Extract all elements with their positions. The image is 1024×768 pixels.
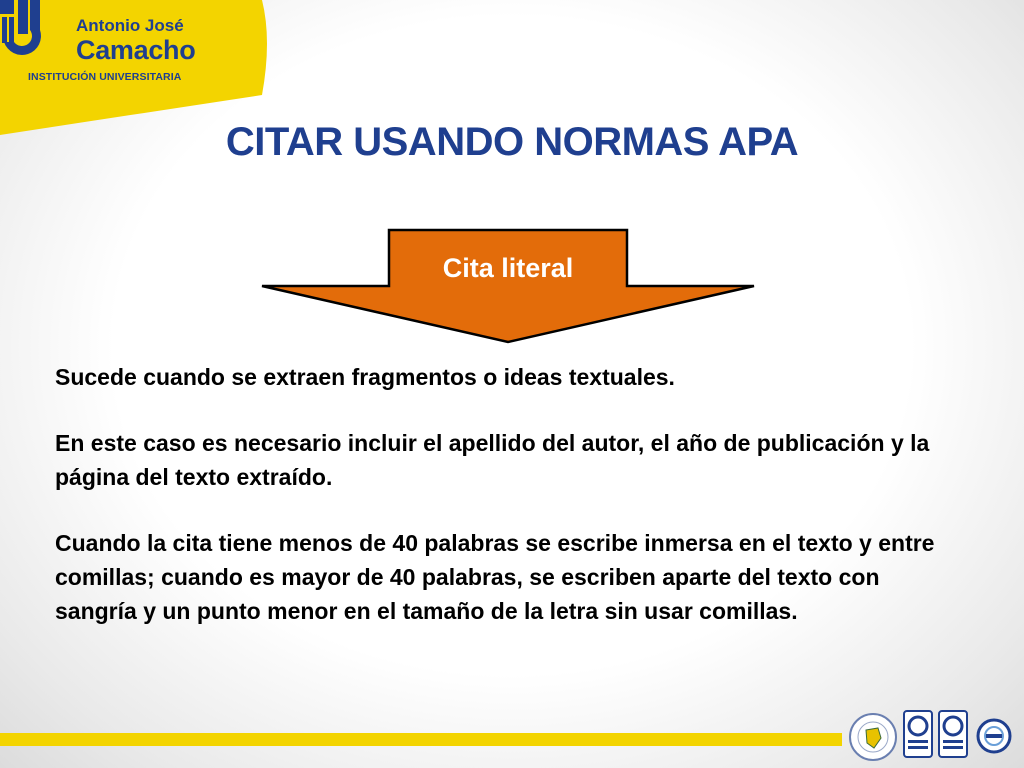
university-logo-icon — [0, 0, 44, 56]
logo-panel — [0, 0, 280, 135]
page-title: CITAR USANDO NORMAS APA — [225, 120, 799, 164]
body-text — [55, 360, 955, 660]
logo-name-line2: Camacho — [76, 35, 196, 65]
national-seal-icon — [848, 712, 898, 762]
logo-name-line1: Antonio José — [76, 16, 184, 35]
certification-badge-icon — [903, 710, 933, 758]
logo-name-line3: INSTITUCIÓN UNIVERSITARIA — [28, 71, 182, 83]
iso-certification-icon — [938, 710, 968, 758]
paragraph-1: Sucede cuando se extraen fragmentos o ideas textuales. — [55, 364, 675, 390]
paragraph-2: En este caso es necesario incluir el apellido del autor, el año de publicación y la página del texto extraído. — [55, 430, 930, 490]
iqnet-badge-icon — [976, 718, 1012, 754]
arrow-label: Cita literal — [442, 253, 574, 283]
footer-band — [0, 733, 842, 746]
arrow-shape — [258, 228, 758, 346]
paragraph-3: Cuando la cita tiene menos de 40 palabras se escribe inmersa en el texto y entre comillas; cuando es mayor de 40 palabras, se escriben aparte del texto con sangría y un punto menor en el tamaño de la letra sin usar comillas. — [55, 530, 935, 624]
